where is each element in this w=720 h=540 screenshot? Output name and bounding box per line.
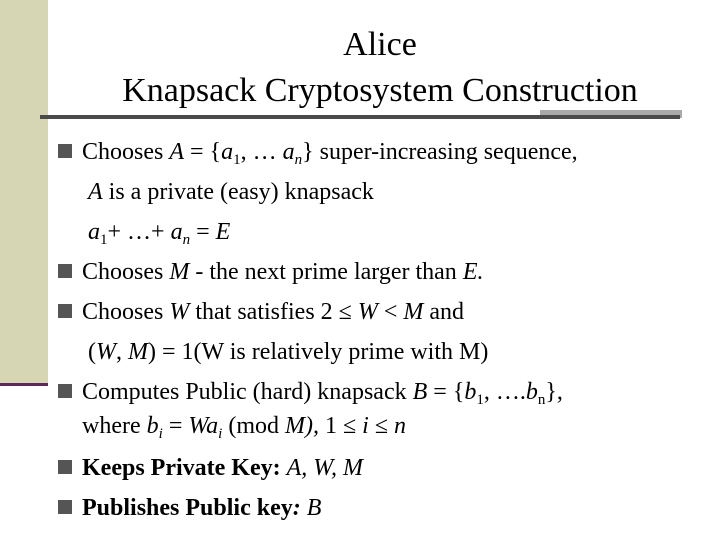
text: and <box>429 299 465 325</box>
sidebar-rule <box>0 383 48 386</box>
sidebar-decoration <box>0 0 48 383</box>
text: ( <box>88 339 96 365</box>
var-n: n <box>394 413 406 439</box>
var-i: i <box>362 413 369 439</box>
var-W: W <box>357 299 378 325</box>
text: that satisfies 2 ≤ <box>195 299 352 325</box>
text: , <box>116 339 122 365</box>
var-W: W <box>169 299 190 325</box>
text: = { <box>433 379 465 405</box>
subscript: n <box>294 152 303 168</box>
title-line-1: Alice <box>343 26 417 63</box>
colon: : <box>292 495 301 521</box>
subscript: n <box>537 392 546 408</box>
var-M: M), <box>285 413 319 439</box>
bullet-item-6 <box>58 488 698 528</box>
var-b: b <box>146 413 159 439</box>
square-bullet-icon <box>58 384 72 398</box>
var-E: E <box>215 219 231 245</box>
text: ≤ <box>374 413 388 439</box>
var-a: a <box>170 219 183 245</box>
subscript: 1 <box>233 152 241 168</box>
var-a: a <box>282 139 295 165</box>
title-rule <box>40 115 680 119</box>
continuation-text <box>88 172 374 212</box>
square-bullet-icon <box>58 264 72 278</box>
bullet-continuation <box>58 412 698 448</box>
var-A: A <box>88 179 103 205</box>
bullet-list <box>58 132 698 528</box>
var-a: a <box>88 219 100 245</box>
bullet-item-2 <box>58 252 698 292</box>
bullet-text <box>82 488 321 528</box>
continuation-text <box>82 406 406 446</box>
subscript: 1 <box>476 392 484 408</box>
bullet-continuation <box>58 212 698 252</box>
bullet-continuation <box>58 332 698 372</box>
text: = { <box>190 139 222 165</box>
var-M: M <box>128 339 148 365</box>
text: is a private (easy) knapsack <box>108 179 374 205</box>
bullet-continuation <box>58 172 698 212</box>
var-a: a <box>221 139 234 165</box>
vars: A, W, M <box>286 455 364 481</box>
text: Chooses <box>82 139 164 165</box>
text: } super-increasing sequence, <box>302 139 578 165</box>
square-bullet-icon <box>58 500 72 514</box>
var-E: E. <box>462 259 484 285</box>
bold-label: Keeps Private Key: <box>82 455 281 481</box>
text: Chooses <box>82 259 164 285</box>
text: < <box>383 299 398 325</box>
bullet-item-1 <box>58 132 698 172</box>
subscript: 1 <box>100 232 108 248</box>
continuation-text <box>88 332 488 372</box>
var-B: B <box>412 379 428 405</box>
subscript: n <box>182 232 191 248</box>
slide-title <box>60 22 700 114</box>
text: (mod <box>228 413 279 439</box>
continuation-text <box>88 212 230 252</box>
square-bullet-icon <box>58 304 72 318</box>
var-b: b <box>525 379 538 405</box>
bullet-text <box>82 292 464 332</box>
text: Computes Public (hard) knapsack <box>82 379 407 405</box>
bullet-text <box>82 252 483 292</box>
text: - the next prime larger than <box>195 259 457 285</box>
var-M: M <box>169 259 190 285</box>
var-Wa: Wa <box>188 413 219 439</box>
var-b: b <box>464 379 477 405</box>
text: Chooses <box>82 299 164 325</box>
subscript: i <box>218 426 223 442</box>
text: + …+ <box>107 219 165 245</box>
text: = <box>196 219 210 245</box>
var-M: M <box>403 299 424 325</box>
bullet-item-3 <box>58 292 698 332</box>
bullet-item-5 <box>58 448 698 488</box>
text: , …. <box>483 379 526 405</box>
var-A: A <box>169 139 185 165</box>
bullet-text <box>82 448 363 488</box>
text: }, <box>545 379 563 405</box>
text: 1 ≤ <box>324 413 357 439</box>
text: ) = 1(W is relatively prime with M) <box>148 339 489 365</box>
square-bullet-icon <box>58 144 72 158</box>
text: where <box>82 413 141 439</box>
var-B: B <box>306 495 322 521</box>
subscript: i <box>158 426 163 442</box>
square-bullet-icon <box>58 460 72 474</box>
bold-label: Publishes Public key <box>82 495 293 521</box>
var-W: W <box>96 339 116 365</box>
title-line-2: Knapsack Cryptosystem Construction <box>122 72 638 109</box>
bullet-text <box>82 132 578 172</box>
text: = <box>168 413 183 439</box>
text: , … <box>240 139 277 165</box>
